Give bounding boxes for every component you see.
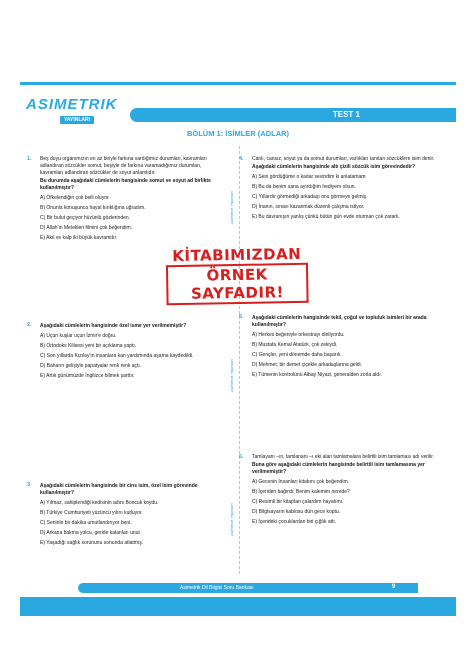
section-title: BÖLÜM 1: İSİMLER (ADLAR) xyxy=(186,129,290,138)
question-number: 1. xyxy=(27,156,32,162)
option-c: C) Bir bulut geçiyor hüzünlü gözlerinden. xyxy=(40,215,131,221)
question-1 xyxy=(27,156,216,245)
page xyxy=(20,20,456,635)
option-list xyxy=(40,500,216,547)
column-divider xyxy=(239,146,240,574)
option-list xyxy=(252,174,436,221)
option-b: B) Türkiye Cumhuriyeti yüzüncü yılını kutluyor. xyxy=(40,510,143,516)
question-3 xyxy=(27,482,216,550)
question-prompt: Buna göre aşağıdaki cümlelerin hangisinde belirtili isim tamlamasına yer verilmemiştir? xyxy=(252,462,425,475)
question-number: 6. xyxy=(239,454,244,460)
option-b: B) Ortodoks Kilisesi yeni bir açıklama yaptı. xyxy=(40,343,137,349)
option-b: B) İçeriden bağırdı: Benim kalemim nerede? xyxy=(252,489,350,495)
header-top-line xyxy=(20,82,456,85)
option-a: A) Gecenin İnsanları kitabını çok beğendim. xyxy=(252,479,349,485)
option-d: D) Mehmet, bir demet çiçekle arkadaşlarına geldi. xyxy=(252,362,363,368)
option-list xyxy=(40,333,216,380)
publisher-logo xyxy=(26,92,136,132)
stamp-line-2 xyxy=(166,263,309,305)
option-a: A) Öfkelendiğin çok belli oluyor. xyxy=(40,195,110,201)
logo-subtext: YAYINLARI xyxy=(60,116,94,124)
option-b: B) Bu da benim sana ayırdığım hediyem olsun. xyxy=(252,184,356,190)
question-prompt: Aşağıdaki cümlelerin hangisinde tekil, çoğul ve topluluk isimleri bir arada kullanılmıştır? xyxy=(252,315,427,328)
option-list xyxy=(40,195,216,242)
test-bar xyxy=(130,108,456,122)
sample-page-stamp xyxy=(166,244,309,303)
option-list xyxy=(252,332,436,379)
option-a: A) Uçun kuşlar uçun İzmir'e doğru. xyxy=(40,333,117,339)
option-d: D) Allah'ın Melekleri filmini çok beğendim. xyxy=(40,225,133,231)
question-stem: Tamlayanı –ın, tamlananı –ı eki alan tamlamalara belirtili isim tamlaması adı verilir. xyxy=(252,454,435,460)
option-a: A) Herkes beğeniyle orkestrayı dinliyordu. xyxy=(252,332,345,338)
test-label: TEST 1 xyxy=(332,110,360,119)
side-brand-label: Asimetrik Yayınları xyxy=(229,191,234,225)
option-c: C) Seninle bir dakika umutlandırıyor beni. xyxy=(40,520,132,526)
stamp-line-2-box: ÖRNEK SAYFADIR! xyxy=(166,263,309,305)
question-2 xyxy=(27,322,216,383)
option-e: E) Bu davranışın yanlış çünkü bütün gün evde oturman çok zararlı. xyxy=(252,214,400,220)
option-list xyxy=(252,479,436,526)
question-4 xyxy=(239,156,436,224)
footer-book-title: Asimetrik Dil Bilgisi Soru Bankası xyxy=(180,585,254,591)
option-d: D) Baharın gelişiyle papatyalar renk renk açtı. xyxy=(40,363,142,369)
option-b: B) Onunla konuşunca hayal kırıklığına uğradım. xyxy=(40,205,146,211)
side-brand-label: Asimetrik Yayınları xyxy=(229,503,234,537)
question-prompt: Bu durumda aşağıdaki cümlelerin hangisinde somut ve soyut ad birlikte kullanılmıştır? xyxy=(40,178,211,191)
question-number: 3. xyxy=(27,482,32,488)
option-a: A) Yılmaz, sahiplendiği kedisinin adını Boncuk koydu. xyxy=(40,500,159,506)
option-e: E) Tümenin kontrolünü Albay Niyazi, generalden zorla aldı. xyxy=(252,372,382,378)
question-prompt: Aşağıdaki cümlelerin hangisinde bir cins isim, özel isim görevinde kullanılmıştır? xyxy=(40,483,198,496)
question-stem: Canlı, cansız, soyut ya da somut durumları, varlıkları tanıtan sözcüklere isim denir. xyxy=(252,156,435,162)
option-e: E) Yaşadığı sağlık sorununu sonunda atlatmış. xyxy=(40,540,144,546)
question-5 xyxy=(239,314,436,382)
option-c: C) Gençler, yeni dönemde daha başarılı. xyxy=(252,352,342,358)
option-d: D) İnanın, sınavı kazanmak düzenli çalışma istiyor. xyxy=(252,204,365,210)
option-d: D) Bilgisayarın kablosu dün gece koptu. xyxy=(252,509,341,515)
page-number: 9 xyxy=(392,584,396,590)
question-number: 5. xyxy=(239,314,244,320)
stamp-line-1: KİTABIMIZDAN xyxy=(172,244,302,266)
option-c: C) Yıllardır görmediği arkadaşı onu görmeye gelmiş. xyxy=(252,194,368,200)
side-brand-label: Asimetrik Yayınları xyxy=(229,359,234,393)
logo-text: ASIMETRIK xyxy=(26,96,118,113)
option-e: E) İçerideki çocuklardan biri çığlık attı. xyxy=(252,519,337,525)
question-prompt: Aşağıdaki cümlelerin hangisinde özel isme yer verilmemiştir? xyxy=(40,323,187,329)
question-6 xyxy=(239,454,436,529)
question-prompt: Aşağıdaki cümlelerin hangisinde altı çizili sözcük isim görevindedir? xyxy=(252,164,416,170)
option-e: E) Akıl ve kalp iki büyük kavramdır. xyxy=(40,235,118,241)
option-a: A) Seni gördüğüme o kadar sevindim ki anlatamam. xyxy=(252,174,367,180)
question-number: 2. xyxy=(27,322,32,328)
option-b: B) Mustafa Kemal Atatürk, çok zekiydi. xyxy=(252,342,338,348)
footer-bottom-band xyxy=(20,597,456,616)
option-d: D) Arkana bakma yolcu, geride kalanları unut. xyxy=(40,530,142,536)
option-c: C) Son yıllarda Kızılay'ın insanlara kan yardımında aşama kaydedildi. xyxy=(40,353,194,359)
question-number: 4. xyxy=(239,156,244,162)
option-e: E) Artık günümüzde İngilizce bilmek şarttır. xyxy=(40,373,135,379)
option-c: C) Resimli bir kitaptan çalardım hayatımı. xyxy=(252,499,344,505)
question-stem: Beş duyu organımızın en az biriyle farkına vardığımız durumları, kavramları adlandıran sözcükler somut, beşiyle de farkına varamadığımız durumları, kavramları adlandıran sözcükler de soyut anlamlıdır. xyxy=(40,156,207,176)
